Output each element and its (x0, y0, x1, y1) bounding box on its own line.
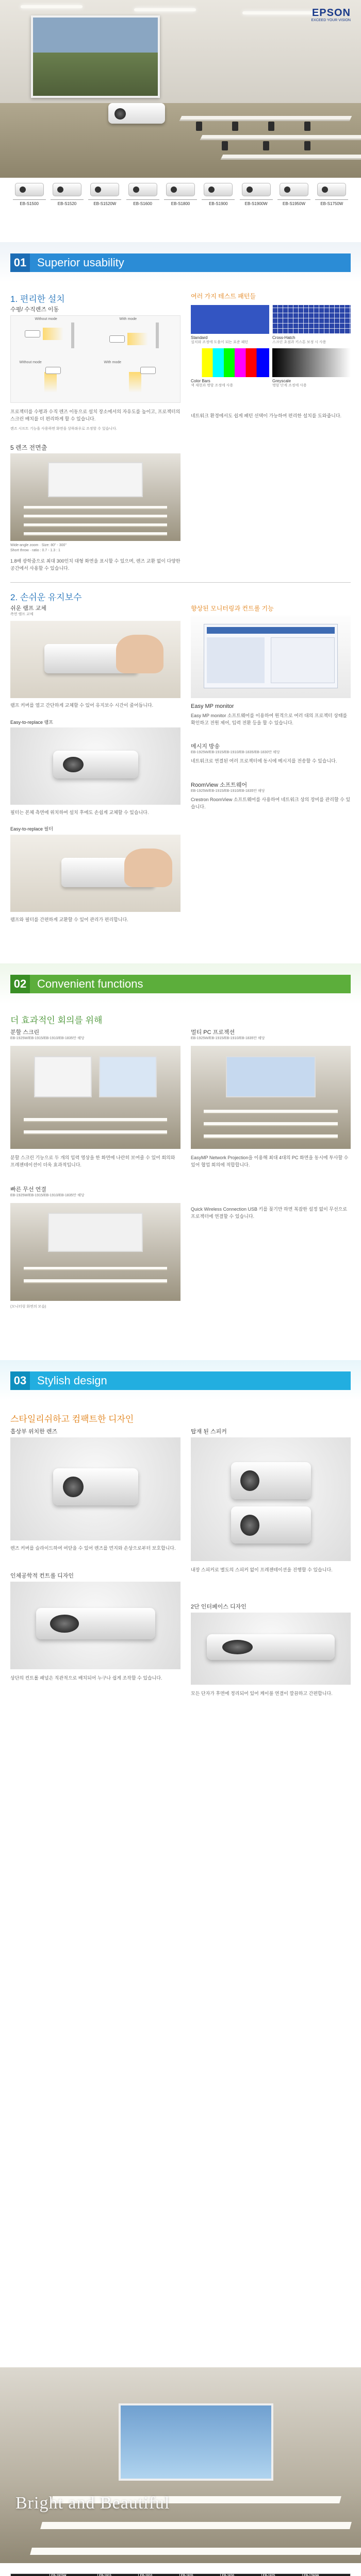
split-screen-models: EB-1925W/EB-1915/EB-1910/EB-1835만 해당 (10, 1037, 85, 1040)
speaker-photo (191, 1437, 351, 1561)
test-pattern-card (191, 305, 269, 345)
closing-photo (0, 2367, 361, 2563)
interface-desc: 모든 단자가 후면에 정리되어 있어 케이블 연결이 깔끔하고 간편합니다. (191, 1691, 333, 1696)
quick-wireless-label: 빠른 무선 연결 (10, 1187, 46, 1193)
interface-label: 2단 인터페이스 디자인 (191, 1604, 247, 1610)
split-screen-label: 분할 스크린 (10, 1029, 40, 1036)
quick-wireless-photo (10, 1203, 180, 1301)
zoom-caption-2: Short throw · ratio : 0.7 - 1.3 : 1 (10, 549, 60, 552)
model-name: EB-S1900 (202, 199, 235, 206)
spec-table (10, 2573, 351, 2576)
test-pattern-card (272, 348, 351, 388)
lens-cover-label: 흡상부 위치한 렌즈 (10, 1429, 58, 1435)
desk-row (179, 116, 352, 121)
projector-thumbnail (166, 183, 195, 196)
section-title: Superior usability (30, 253, 351, 272)
hero-projector (108, 103, 165, 124)
chair (263, 141, 269, 150)
chair (232, 122, 238, 131)
projector-thumbnail (204, 183, 233, 196)
chair (222, 141, 228, 150)
pattern-swatch (272, 305, 351, 334)
model-name: EB-S1600 (126, 199, 159, 206)
divider (10, 582, 351, 583)
hero-floor (0, 103, 361, 178)
multi-pc-desc: EasyMP Network Projection을 이용해 최대 4대의 PC 화면을 동시에 투사할 수 있어 협업 회의에 적합합니다. (191, 1155, 349, 1167)
roomview-label: RoomView 소프트웨어 (191, 782, 248, 788)
model-item (240, 183, 273, 206)
filter-replace-photo (10, 835, 180, 912)
spec-column-header: EB-1830 (221, 2574, 261, 2576)
test-pattern-grid (191, 305, 351, 388)
pattern-name: Color Bars (191, 379, 210, 383)
lens-shift-diagram: Without mode With mode Without mode With mode (10, 315, 180, 403)
section-number: 02 (10, 975, 30, 993)
quick-wireless-models: EB-1925W/EB-1915/EB-1910/EB-1835만 해당 (10, 1194, 85, 1197)
section-title: Stylish design (30, 1371, 351, 1390)
model-name: EB-S1750W (315, 199, 348, 206)
chair (268, 122, 274, 131)
projector-thumbnail (280, 183, 308, 196)
spec-column-header: EB-1915 (98, 2574, 139, 2576)
model-item (315, 183, 348, 206)
model-item (126, 183, 159, 206)
pattern-desc: 설치와 조정에 도움이 되는 표준 패턴 (191, 341, 249, 344)
projector-thumbnail (15, 183, 44, 196)
hero-projection-screen (31, 15, 160, 98)
zoom-caption-1: Wide-angle zoom · Size: 80" - 300" (10, 544, 67, 547)
classroom-photo (10, 453, 180, 541)
spec-column-header: EB-1925W (50, 2574, 98, 2576)
maintenance-heading: 2. 손쉬운 유지보수 (10, 592, 82, 602)
multi-pc-models: EB-1925W/EB-1915/EB-1910/EB-1835만 해당 (191, 1037, 265, 1040)
projector-thumbnail (317, 183, 346, 196)
projector-thumbnail (90, 183, 119, 196)
desk-row (200, 135, 361, 140)
model-name: EB-S1800 (164, 199, 197, 206)
easy-install-heading: 1. 편리한 설치 (10, 294, 65, 304)
pattern-name: Cross-Hatch (272, 335, 296, 340)
chair (304, 122, 310, 131)
spec-column-header (11, 2574, 50, 2576)
ceiling-light (21, 5, 83, 8)
desk-row (221, 155, 361, 160)
monitoring-caption: (모니터링 화면의 모습) (10, 1305, 46, 1309)
pattern-swatch (191, 348, 269, 377)
filter-photo (10, 727, 180, 805)
model-item (88, 183, 121, 206)
pattern-name: Standard (191, 335, 208, 340)
projector-thumbnail (242, 183, 271, 196)
spec-column-header: EB-1760W (303, 2574, 351, 2576)
section-header-3 (0, 1360, 361, 1400)
spec-column-header: EB-1910 (139, 2574, 179, 2576)
multi-pc-photo (191, 1046, 351, 1149)
quick-wireless-desc: Quick Wireless Connection USB 키를 꽂기만 하면 복잡한 설정 없이 무선으로 프로젝터에 연결할 수 있습니다. (191, 1207, 348, 1219)
lens-cover-photo (10, 1437, 180, 1540)
model-item (277, 183, 310, 206)
model-item (202, 183, 235, 206)
chair (304, 141, 310, 150)
pattern-desc: 색 재현과 명암 조정에 사용 (191, 384, 234, 387)
message-broadcast-models: EB-1925W/EB-1915/EB-1910/EB-1835/EB-1830만 해당 (191, 751, 280, 754)
network-screenshot (191, 616, 351, 698)
split-screen-desc: 분할 스크린 기능으로 두 개의 입력 영상을 한 화면에 나란히 보여줄 수 있어 회의와 프레젠테이션이 더욱 효과적입니다. (10, 1155, 175, 1167)
easy-mp-monitor-desc: Easy MP monitor 소프트웨어를 이용하여 원격으로 여러 대의 프로젝터 상태를 확인하고 전원 제어, 입력 전환 등을 할 수 있습니다. (191, 713, 348, 725)
test-pattern-desc: 네트워크 환경에서도 쉽게 패턴 선택이 가능하여 편리한 설치를 도와줍니다. (191, 413, 342, 418)
spec-column-header: EB-1835 (179, 2574, 220, 2576)
meeting-heading: 더 효과적인 회의를 위해 (10, 1015, 103, 1025)
ceiling-light (134, 8, 196, 11)
easy-install-notes: 렌즈 시프트 기능을 사용하면 화면을 상하좌우로 조정할 수 있습니다. (10, 427, 117, 431)
model-name: EB-S1520W (88, 199, 121, 206)
ceiling-light (242, 11, 320, 14)
hero-photo (0, 0, 361, 178)
lamp-label: Easy-to-replace 램프 (10, 720, 53, 725)
model-lineup (0, 178, 361, 234)
model-name: EB-S1500 (13, 199, 46, 206)
filter-label: Easy-to-replace 필터 (10, 826, 53, 832)
projector-thumbnail (53, 183, 81, 196)
zoom-desc: 1.8배 광학줌으로 최대 300인치 대형 화면을 표시할 수 있으며, 렌즈 교환 없이 다양한 공간에서 사용할 수 있습니다. (10, 558, 180, 571)
message-broadcast-label: 메시지 방송 (191, 743, 220, 750)
section-title: Convenient functions (30, 975, 351, 993)
model-name: EB-S1520 (51, 199, 84, 206)
model-item (13, 183, 46, 206)
lens-shift-label: 수평/ 수직렌즈 이동 (10, 307, 59, 313)
maintenance-desc3: 램프와 필터를 간편하게 교환할 수 있어 관리가 편리합니다. (10, 917, 128, 922)
pattern-name: Greyscale (272, 379, 291, 383)
pattern-swatch (272, 348, 351, 377)
section-header-1 (0, 242, 361, 282)
pattern-desc: 스크린 초점과 키스톤 보정 시 사용 (272, 341, 326, 344)
easy-install-desc: 프로젝터를 수평과 수직 렌즈 이동으로 설치 장소에서의 자유도를 높이고, 프로젝터의 스크린 배치를 더 편리하게 할 수 있습니다. (10, 409, 180, 421)
network-heading: 향상된 모니터링과 컨트롤 기능 (191, 605, 274, 612)
zoom-heading: 5 렌즈 전면출 (10, 444, 47, 451)
lamp-desc: 램프 커버를 열고 간단하게 교체할 수 있어 유지보수 시간이 줄어듭니다. (10, 703, 154, 708)
speaker-label: 탑재 된 스피커 (191, 1429, 227, 1435)
model-item (51, 183, 84, 206)
model-name: EB-S1950W (277, 199, 310, 206)
lamp-replace-photo (10, 621, 180, 698)
spec-column-header: EB-1825 (261, 2574, 302, 2576)
section-number: 01 (10, 253, 30, 272)
test-pattern-card (191, 348, 269, 388)
message-broadcast-desc: 네트워크로 연결된 여러 프로젝터에 동시에 메시지를 전송할 수 있습니다. (191, 758, 337, 764)
control-panel-label: 인체공학적 컨트롤 디자인 (10, 1573, 74, 1579)
maintenance-sub: 쉬운 램프 교체 (10, 605, 46, 612)
section-header-2 (0, 963, 361, 1004)
control-panel-desc: 상단의 컨트롤 패널은 직관적으로 배치되어 누구나 쉽게 조작할 수 있습니다. (10, 1675, 162, 1681)
model-name: EB-S1900W (240, 199, 273, 206)
roomview-models: EB-1925W/EB-1915/EB-1910/EB-1835만 해당 (191, 789, 265, 793)
speaker-desc: 내장 스피커로 별도의 스피커 없이 프레젠테이션을 진행할 수 있습니다. (191, 1567, 333, 1572)
model-item (164, 183, 197, 206)
filter-desc: 필터는 본체 측면에 위치하여 설치 후에도 손쉽게 교체할 수 있습니다. (10, 810, 149, 815)
closing-overlay-text: Bright and Beautiful (15, 2494, 170, 2513)
multi-pc-label: 멀티 PC 프로젝션 (191, 1029, 235, 1036)
pattern-swatch (191, 305, 269, 334)
maintenance-sub2: 측면 램프 교체 (10, 613, 34, 616)
test-pattern-card (272, 305, 351, 345)
chair (196, 122, 202, 131)
roomview-desc: Crestron RoomView 소프트웨어를 사용하여 네트워크 상의 장비를 관리할 수 있습니다. (191, 797, 351, 809)
epson-logo: EPSON (311, 7, 351, 19)
test-pattern-heading: 여러 가지 테스트 패턴들 (191, 293, 256, 300)
control-panel-photo (10, 1582, 180, 1669)
split-screen-photo (10, 1046, 180, 1149)
easy-mp-monitor-label: Easy MP monitor (191, 703, 234, 709)
stylish-heading: 스타일리쉬하고 컴팩트한 디자인 (10, 1414, 134, 1424)
brand-tagline: EXCEED YOUR VISION (311, 19, 351, 22)
lens-cover-desc: 렌즈 커버를 슬라이드하여 여닫을 수 있어 렌즈를 먼지와 손상으로부터 보호합니다. (10, 1546, 176, 1551)
projector-thumbnail (128, 183, 157, 196)
interface-photo (191, 1613, 351, 1685)
pattern-desc: 명암 단계 조정에 사용 (272, 384, 307, 387)
section-number: 03 (10, 1371, 30, 1390)
